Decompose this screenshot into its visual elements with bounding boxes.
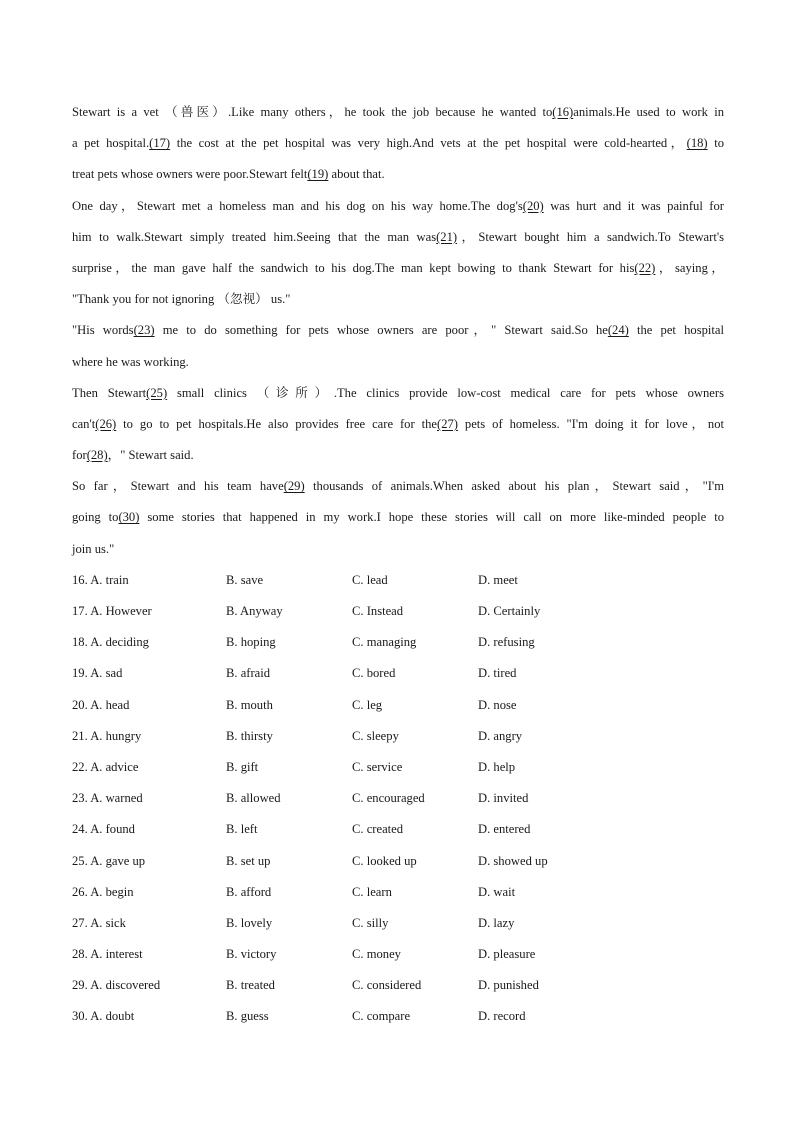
option-c: C. silly (352, 915, 389, 930)
question-row (72, 596, 724, 627)
passage-line (72, 440, 724, 471)
question-row (72, 721, 724, 752)
blank-number: (30) (118, 510, 140, 525)
blank-number: (23) (133, 323, 155, 338)
passage-text: him to walk.Stewart simply treated him.Seeing that the man was (72, 229, 437, 244)
option-d: D. record (478, 1009, 526, 1024)
option-a: 27. A. sick (72, 915, 126, 930)
passage-text: about that. (328, 167, 385, 182)
passage-text: for (72, 448, 87, 463)
passage-line (72, 128, 724, 159)
option-c: C. sleepy (352, 728, 399, 743)
blank-number: (20) (522, 198, 544, 213)
question-row (72, 814, 724, 845)
passage-line (72, 253, 724, 284)
question-row (72, 783, 724, 814)
passage-text: So far，Stewart and his team have (72, 479, 284, 494)
option-a: 20. A. head (72, 697, 130, 712)
option-b: B. victory (226, 947, 277, 962)
blank-number: (25) (146, 385, 168, 400)
question-row (72, 908, 724, 939)
passage-text: the cost at the pet hospital was very high.And vets at the pet hospital were cold-hearted， (170, 136, 687, 151)
passage-text: animals.He used to work in (573, 105, 724, 119)
option-b: B. save (226, 572, 264, 587)
option-b: B. lovely (226, 915, 273, 930)
option-a: 29. A. discovered (72, 978, 161, 993)
option-d: D. showed up (478, 853, 548, 868)
question-row (72, 877, 724, 908)
blank-number: (22) (634, 260, 656, 275)
blank-number: (19) (307, 167, 329, 182)
blank-number: (26) (95, 416, 117, 431)
blank-number: (17) (149, 136, 171, 151)
option-d: D. lazy (478, 915, 515, 930)
passage-text: treat pets whose owners were poor.Stewart felt (72, 167, 308, 182)
passage-text: ，saying， (655, 260, 724, 275)
passage-text: small clinics （诊所）.The clinics provide low-cost medical care for pets whose owners (167, 385, 724, 400)
passage-text: join us." (72, 541, 115, 556)
blank-number: (18) (686, 136, 708, 151)
option-a: 23. A. warned (72, 791, 143, 806)
option-d: D. refusing (478, 635, 535, 650)
passage-text: Then Stewart (72, 385, 147, 400)
passage-line (72, 471, 724, 502)
option-d: D. tired (478, 666, 517, 681)
passage-text: the pet hospital (628, 323, 724, 338)
blank-number: (29) (283, 479, 305, 494)
option-c: C. money (352, 947, 401, 962)
passage-line (72, 97, 724, 128)
question-row (72, 690, 724, 721)
option-a: 28. A. interest (72, 947, 143, 962)
option-d: D. meet (478, 572, 518, 587)
option-b: B. treated (226, 978, 275, 993)
question-row (72, 752, 724, 783)
option-c: C. lead (352, 572, 388, 587)
option-c: C. compare (352, 1009, 411, 1024)
option-d: D. angry (478, 728, 523, 743)
option-c: C. created (352, 822, 404, 837)
option-c: C. managing (352, 635, 417, 650)
question-row (72, 565, 724, 596)
option-c: C. leg (352, 697, 383, 712)
option-a: 26. A. begin (72, 884, 134, 899)
passage-text: "His words (72, 323, 134, 338)
question-row (72, 939, 724, 970)
passage-line (72, 347, 724, 378)
option-b: B. afraid (226, 666, 271, 681)
option-b: B. thirsty (226, 728, 273, 743)
passage-text: going to (72, 510, 119, 525)
passage-text: to (707, 136, 724, 151)
option-c: C. considered (352, 978, 422, 993)
question-row (72, 658, 724, 689)
passage-text: pets of homeless. "I'm doing it for love，not (457, 416, 724, 431)
passage-text: some stories that happened in my work.I hope these stories will call on more like-minded people to (139, 510, 724, 525)
option-b: B. left (226, 822, 258, 837)
passage-line (72, 315, 724, 346)
passage-line (72, 191, 724, 222)
passage-line (72, 378, 724, 409)
passage-text: where he was working. (72, 354, 189, 369)
passage-line (72, 502, 724, 533)
option-d: D. invited (478, 791, 529, 806)
option-c: C. service (352, 759, 403, 774)
option-d: D. nose (478, 697, 517, 712)
option-c: C. learn (352, 884, 392, 899)
passage-line (72, 409, 724, 440)
option-c: C. Instead (352, 604, 404, 618)
passage-text: Stewart is a vet （兽医）.Like many others，he took the job because he wanted to (72, 105, 553, 119)
option-a: 24. A. found (72, 822, 135, 837)
option-b: B. Anyway (226, 604, 283, 618)
question-row (72, 846, 724, 877)
option-a: 30. A. doubt (72, 1009, 135, 1024)
option-d: D. wait (478, 884, 516, 899)
passage-line (72, 222, 724, 253)
option-b: B. gift (226, 759, 259, 774)
passage-text: surprise，the man gave half the sandwich to his dog.The man kept bowing to thank Stewart for his (72, 260, 635, 275)
option-a: 19. A. sad (72, 666, 123, 681)
option-b: B. guess (226, 1009, 269, 1024)
option-a: 22. A. advice (72, 759, 139, 774)
question-list (72, 565, 724, 1033)
question-row (72, 1001, 724, 1032)
blank-number: (24) (607, 323, 629, 338)
question-row (72, 627, 724, 658)
option-b: B. set up (226, 853, 271, 868)
option-a: 16. A. train (72, 572, 129, 587)
option-d: D. entered (478, 822, 531, 837)
question-row (72, 970, 724, 1001)
cloze-passage (72, 97, 724, 565)
option-d: D. help (478, 759, 516, 774)
passage-text: me to do something for pets whose owners are poor，" Stewart said.So he (154, 323, 608, 338)
passage-text: was hurt and it was painful for (543, 198, 724, 213)
option-d: D. punished (478, 978, 539, 993)
blank-number: (21) (436, 229, 458, 244)
option-a: 25. A. gave up (72, 853, 146, 868)
option-b: B. mouth (226, 697, 273, 712)
passage-text: can't (72, 416, 96, 431)
passage-text: to go to pet hospitals.He also provides free care for the (116, 416, 437, 431)
passage-text: a pet hospital. (72, 136, 150, 151)
blank-number: (27) (437, 416, 458, 431)
option-d: D. Certainly (478, 604, 541, 618)
option-c: C. looked up (352, 853, 417, 868)
option-c: C. bored (352, 666, 396, 681)
passage-line (72, 159, 724, 190)
passage-text: ，Stewart bought him a sandwich.To Stewart's (457, 229, 724, 244)
passage-text: "Thank you for not ignoring （忽视） us." (72, 292, 291, 307)
blank-number: (28) (86, 448, 108, 463)
option-b: B. hoping (226, 635, 276, 650)
passage-text: One day，Stewart met a homeless man and his dog on his way home.The dog's (72, 198, 523, 213)
option-a: 21. A. hungry (72, 728, 142, 743)
passage-line (72, 534, 724, 565)
document-page (72, 97, 724, 1033)
option-a: 17. A. However (72, 604, 152, 618)
option-c: C. encouraged (352, 791, 425, 806)
blank-number: (16) (552, 105, 574, 119)
passage-text: ，" Stewart said. (107, 448, 194, 463)
option-d: D. pleasure (478, 947, 536, 962)
option-b: B. afford (226, 884, 272, 899)
option-b: B. allowed (226, 791, 281, 806)
passage-text: thousands of animals.When asked about his plan，Stewart said，"I'm (304, 479, 724, 494)
passage-line (72, 284, 724, 315)
option-a: 18. A. deciding (72, 635, 149, 650)
